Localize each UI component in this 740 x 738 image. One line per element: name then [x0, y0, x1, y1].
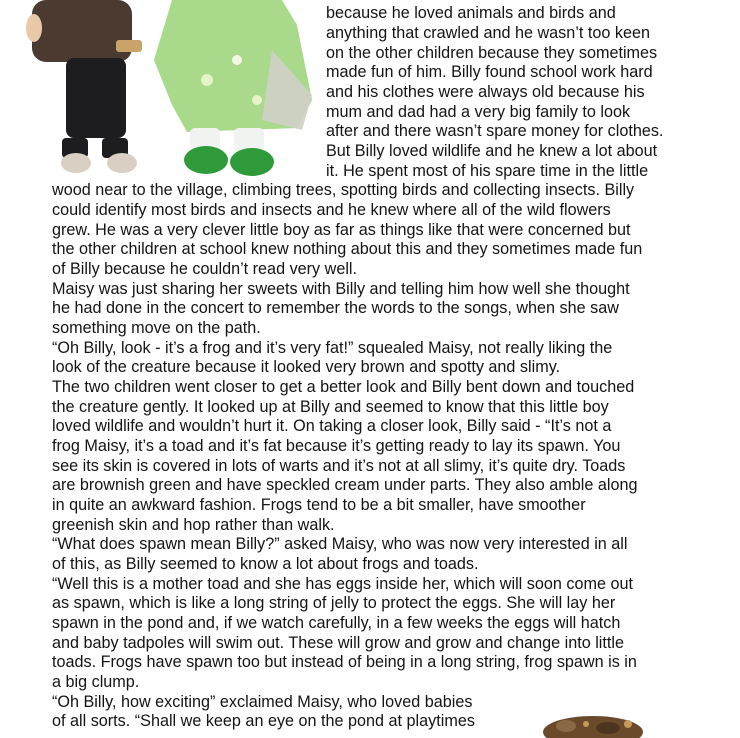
text-line: of this, as Billy seemed to know a lot about frogs and toads.: [52, 555, 479, 573]
text-line: it. He spent most of his spare time in the little: [326, 162, 649, 180]
boy-doll: [26, 0, 142, 173]
text-line: frog Maisy, it’s a toad and it’s fat because it’s getting ready to lay its spawn. You: [52, 437, 621, 455]
text-line: loved wildlife and wouldn’t hurt it. On taking a closer look, Billy said - “It’s not a: [52, 417, 612, 435]
text-line: wood near to the village, climbing trees, spotting birds and collecting insects. Billy: [52, 181, 635, 199]
text-line: as spawn, which is like a long string of jelly to protect the eggs. She will lay her: [52, 594, 616, 612]
text-line: anything that crawled and he wasn’t too keen: [326, 24, 650, 42]
text-line: grew. He was a very clever little boy as far as things like that were concerned but: [52, 221, 631, 239]
text-line: “Oh Billy, how exciting” exclaimed Maisy, who loved babies: [52, 693, 473, 711]
toad-illustration: [538, 708, 648, 738]
text-line: toads. Frogs have spawn too but instead of being in a long string, frog spawn is in: [52, 653, 637, 671]
text-line: the creature gently. It looked up at Billy and seemed to know that this little boy: [52, 398, 609, 416]
text-line: could identify most birds and insects and he knew where all of the wild flowers: [52, 201, 611, 219]
text-line: are brownish green and have speckled cream under parts. They also amble along: [52, 476, 638, 494]
text-line: of all sorts. “Shall we keep an eye on the pond at playtimes: [52, 712, 475, 730]
text-line: look of the creature because it looked very brown and spotty and slimy.: [52, 358, 561, 376]
text-line: spawn in the pond and, if we watch carefully, in a few weeks the eggs will hatch: [52, 614, 621, 632]
text-line: “What does spawn mean Billy?” asked Maisy, who was now very interested in all: [52, 535, 628, 553]
text-line: “Well this is a mother toad and she has eggs inside her, which will soon come out: [52, 575, 633, 593]
text-line: because he loved animals and birds and: [326, 4, 616, 22]
text-line: after and there wasn’t spare money for clothes.: [326, 122, 664, 140]
text-line: But Billy loved wildlife and he knew a lot about: [326, 142, 658, 160]
text-line: in quite an awkward fashion. Frogs tend to be a bit smaller, have smoother: [52, 496, 586, 514]
text-line: greenish skin and hop rather than walk.: [52, 516, 335, 534]
text-line: mum and dad had a very big family to look: [326, 103, 631, 121]
text-line: “Oh Billy, look - it’s a frog and it’s very fat!” squealed Maisy, not really liking the: [52, 339, 613, 357]
text-line: he had done in the concert to remember the words to the songs, when she saw: [52, 299, 619, 317]
girl-doll: [154, 0, 312, 176]
text-line: The two children went closer to get a better look and Billy bent down and touched: [52, 378, 635, 396]
text-line: the other children at school knew nothing about this and they sometimes made fun: [52, 240, 643, 258]
text-line: and baby tadpoles will swim out. These will grow and grow and change into little: [52, 634, 624, 652]
dolls-illustration: [22, 0, 322, 182]
text-line: something move on the path.: [52, 319, 261, 337]
text-line: on the other children because they sometimes: [326, 44, 658, 62]
text-line: Maisy was just sharing her sweets with Billy and telling him how well she thought: [52, 280, 630, 298]
text-line: a big clump.: [52, 673, 140, 691]
text-line: and his clothes were always old because his: [326, 83, 645, 101]
text-line: see its skin is covered in lots of warts and it’s not at all slimy, it’s quite dry. Toads: [52, 457, 626, 475]
text-line: made fun of him. Billy found school work hard: [326, 63, 653, 81]
text-line: of Billy because he couldn’t read very well.: [52, 260, 358, 278]
